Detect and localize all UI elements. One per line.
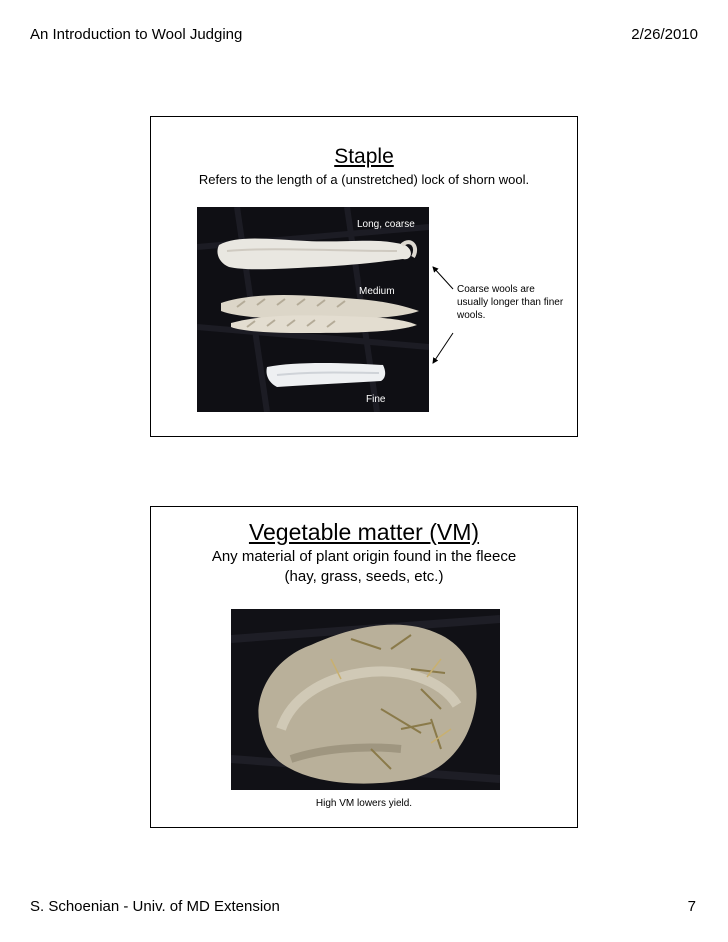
header-date: 2/26/2010 [631, 26, 698, 43]
label-long-coarse: Long, coarse [357, 219, 415, 230]
slide-title: Staple [334, 145, 394, 168]
header-title: An Introduction to Wool Judging [30, 26, 243, 43]
slide-staple [150, 116, 578, 437]
wool-locks-illustration [197, 207, 429, 412]
fleece-illustration [231, 609, 500, 790]
slide-subtitle: Refers to the length of a (unstretched) lock of shorn wool. [198, 172, 530, 187]
slide-vegetable-matter [150, 506, 578, 828]
vm-caption: High VM lowers yield. [315, 798, 413, 809]
footer-author: S. Schoenian - Univ. of MD Extension [30, 898, 280, 915]
arrows-icon [427, 263, 461, 369]
label-medium: Medium [359, 286, 395, 297]
fleece-vm-photo [231, 609, 500, 790]
slide-title: Vegetable matter (VM) [248, 519, 480, 545]
staple-note: Coarse wools are usually longer than finer wools. [457, 284, 564, 321]
wool-staple-photo [197, 207, 429, 412]
slide-subtitle: Any material of plant origin found in the fleece (hay, grass, seeds, etc.) [211, 548, 517, 585]
page-number: 7 [687, 898, 696, 915]
label-fine: Fine [366, 394, 386, 405]
